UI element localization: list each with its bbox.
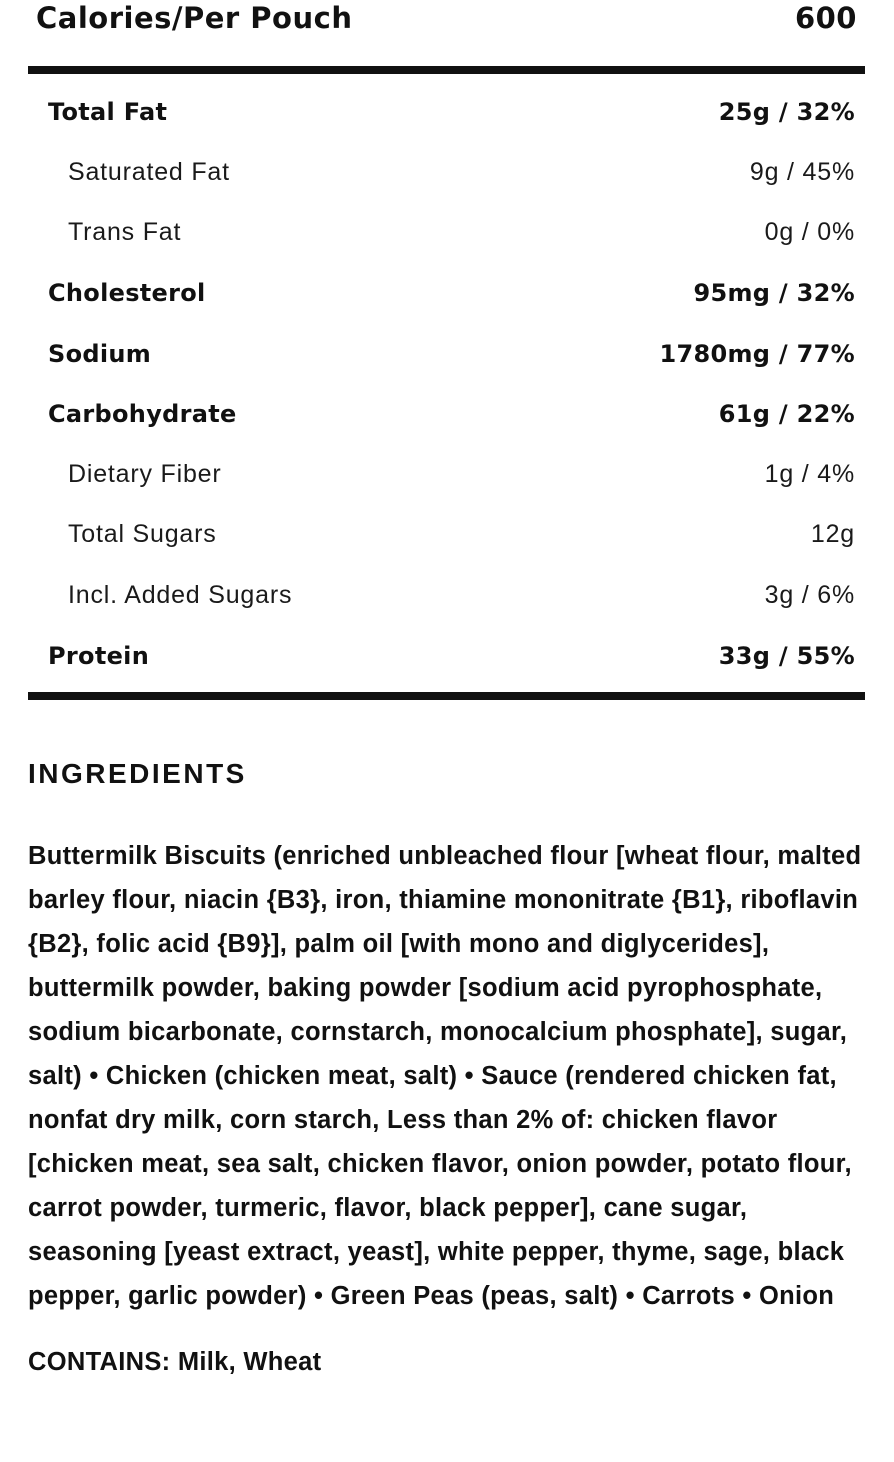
nutrient-row	[28, 203, 865, 263]
nutrient-label: Cholesterol	[48, 279, 206, 308]
allergen-contains: CONTAINS: Milk, Wheat	[28, 1347, 322, 1376]
bottom-divider	[28, 692, 865, 700]
nutrient-label: Dietary Fiber	[68, 460, 222, 489]
nutrient-label: Trans Fat	[68, 218, 182, 247]
nutrient-value: 1g / 4%	[764, 460, 855, 489]
ingredients-text: Buttermilk Biscuits (enriched unbleached flour [wheat flour, malted barley flour, niacin {B3}, iron, thiamine mononitrate {B1}, riboflavin {B2}, folic acid {B9}], palm oil [with mono and diglycerides], buttermilk powder, baking powder [sodium acid pyrophosphate, sodium bicarbonate, cornstarch, monocalcium phosphate], sugar, salt) • Chicken (chicken meat, salt) • Sauce (rendered chicken fat, nonfat dry milk, corn starch, Less than 2% of: chicken flavor [chicken meat, sea salt, chicken flavor, onion powder, potato flour, carrot powder, turmeric, flavor, black pepper], cane sugar, seasoning [yeast extract, yeast], white pepper, thyme, sage, black pepper, garlic powder) • Green Peas (peas, salt) • Carrots • Onion	[28, 841, 862, 1310]
nutrient-row	[28, 444, 865, 504]
nutrient-list	[28, 82, 865, 686]
nutrient-value: 1780mg / 77%	[659, 339, 855, 368]
nutrient-row	[28, 384, 865, 444]
nutrient-row	[28, 565, 865, 625]
nutrient-value: 9g / 45%	[749, 158, 855, 187]
nutrient-value: 33g / 55%	[718, 641, 855, 670]
nutrient-row	[28, 142, 865, 202]
nutrient-row	[28, 324, 865, 384]
calories-label: Calories/Per Pouch	[36, 1, 353, 35]
nutrient-row	[28, 626, 865, 686]
nutrient-row	[28, 263, 865, 323]
calories-row	[28, 0, 865, 38]
nutrient-label: Sodium	[48, 339, 152, 368]
nutrient-value: 3g / 6%	[764, 580, 855, 609]
top-divider	[28, 66, 865, 74]
ingredients-heading: INGREDIENTS	[28, 757, 247, 789]
calories-value: 600	[794, 1, 857, 35]
nutrient-value: 61g / 22%	[718, 400, 855, 429]
nutrient-label: Incl. Added Sugars	[68, 580, 293, 609]
nutrient-row	[28, 505, 865, 565]
nutrient-value: 12g	[810, 520, 855, 549]
nutrient-label: Protein	[48, 641, 150, 670]
nutrient-label: Total Sugars	[68, 520, 217, 549]
nutrient-label: Carbohydrate	[48, 400, 237, 429]
nutrient-value: 95mg / 32%	[693, 279, 855, 308]
nutrient-label: Saturated Fat	[68, 158, 230, 187]
nutrition-panel	[28, 0, 865, 1377]
nutrient-label: Total Fat	[48, 98, 168, 127]
nutrient-row	[28, 82, 865, 142]
nutrient-value: 25g / 32%	[718, 98, 855, 127]
nutrient-value: 0g / 0%	[764, 218, 855, 247]
